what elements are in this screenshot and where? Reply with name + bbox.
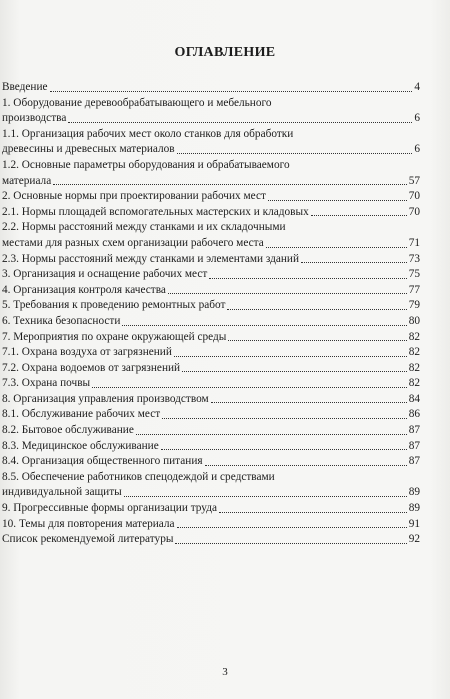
dot-leader (311, 215, 407, 216)
toc-entry-page: 6 (414, 112, 420, 125)
toc-entry-text: 7.3. Охрана почвы (2, 377, 91, 390)
dot-leader (268, 200, 407, 201)
dot-leader (209, 278, 406, 279)
dot-leader (219, 512, 407, 513)
toc-entry-page: 89 (408, 502, 420, 515)
toc-entry-page: 91 (408, 517, 420, 530)
toc-entry (2, 80, 420, 96)
toc-entry-text: 5. Требования к проведению ремонтных работ (2, 299, 226, 312)
toc-entry-text: 8.2. Бытовое обслуживание (2, 424, 134, 437)
toc-entry-text: 8.4. Организация общественного питания (2, 455, 203, 468)
toc-entry-page: 71 (408, 236, 420, 249)
toc-entry-page: 57 (408, 174, 420, 187)
dot-leader (175, 543, 406, 544)
toc-entry (2, 517, 420, 533)
toc-entry (2, 220, 420, 251)
toc-entry-text: материала (2, 174, 52, 187)
dot-leader (53, 184, 406, 185)
dot-leader (205, 465, 407, 466)
page-number: 3 (222, 666, 228, 678)
toc-entry-text: 8.5. Обеспечение работников спецодеждой и средствами (2, 470, 275, 483)
toc-entry-text: 3. Организация и оснащение рабочих мест (2, 268, 208, 281)
toc-entry-page: 86 (408, 408, 420, 421)
toc-entry-text: 2.3. Нормы расстояний между станками и элементами зданий (2, 252, 300, 265)
dot-leader (162, 418, 407, 419)
toc-entry-page: 75 (408, 268, 420, 281)
toc-entry (2, 439, 420, 455)
toc-entry-page: 82 (408, 377, 420, 390)
dot-leader (211, 402, 407, 403)
dot-leader (50, 91, 413, 92)
toc-entry-page: 73 (408, 252, 420, 265)
dot-leader (182, 371, 407, 372)
toc-entry-page: 87 (408, 424, 420, 437)
toc-entry-page: 92 (408, 533, 420, 546)
dot-leader (228, 340, 406, 341)
toc-entry (2, 314, 420, 330)
toc-entry-page: 87 (408, 455, 420, 468)
toc-entry (2, 376, 420, 392)
toc-entry-text: 8. Организация управления производством (2, 392, 209, 405)
toc-entry-page: 89 (408, 486, 420, 499)
toc-entry-page: 79 (408, 299, 420, 312)
toc-entry-text: 7. Мероприятия по охране окружающей среды (2, 330, 227, 343)
toc-entry-text: 6. Техника безопасности (2, 314, 121, 327)
toc-entry (2, 423, 420, 439)
dot-leader (136, 434, 407, 435)
dot-leader (177, 527, 407, 528)
dot-leader (122, 325, 406, 326)
toc-entry-page: 70 (408, 190, 420, 203)
toc-entry-text: 4. Организация контроля качества (2, 283, 166, 296)
toc-entry (2, 532, 420, 548)
toc-entry-text: 8.1. Обслуживание рабочих мест (2, 408, 161, 421)
dot-leader (161, 449, 407, 450)
toc-entry (2, 330, 420, 346)
toc-entry (2, 392, 420, 408)
toc-entry (2, 361, 420, 377)
dot-leader (168, 293, 407, 294)
toc-entry-page: 82 (408, 361, 420, 374)
toc-entry (2, 283, 420, 299)
toc-entry-page: 82 (408, 330, 420, 343)
toc-entry-page: 82 (408, 346, 420, 359)
dot-leader (301, 262, 407, 263)
toc-entry-text: древесины и древесных материалов (2, 143, 175, 156)
toc-entry-page: 70 (408, 205, 420, 218)
toc-entry-page: 4 (414, 81, 420, 93)
toc-entry-text: 2.1. Нормы площадей вспомогательных мастерских и кладовых (2, 205, 309, 218)
toc-entry-text: 8.3. Медицинское обслуживание (2, 439, 159, 452)
dot-leader (124, 496, 407, 497)
toc-entry-text: индивидуальной защиты (2, 486, 122, 499)
toc-entry (2, 407, 420, 423)
toc-entry (2, 501, 420, 517)
dot-leader (266, 247, 407, 248)
toc-entry (2, 267, 420, 283)
toc-entry-text: 10. Темы для повторения материала (2, 517, 175, 530)
toc-entry (2, 470, 420, 501)
toc-entry-text: 1.1. Организация рабочих мест около станков для обработки (2, 127, 294, 140)
dot-leader (227, 309, 406, 310)
toc-entry-text: Введение (2, 81, 48, 93)
toc-entry (2, 127, 420, 158)
toc-entry-page: 6 (414, 143, 420, 156)
toc-entry-text: Список рекомендуемой литературы (2, 533, 174, 546)
toc-entry-text: 9. Прогрессивные формы организации труда (2, 502, 217, 515)
toc-entry (2, 345, 420, 361)
toc-entry (2, 252, 420, 268)
toc-entry-text: 2. Основные нормы при проектировании рабочих мест (2, 190, 266, 203)
dot-leader (174, 356, 407, 357)
toc-entry (2, 454, 420, 470)
toc-entry-text: 1. Оборудование деревообрабатывающего и мебельного (2, 96, 272, 109)
toc-entry (2, 298, 420, 314)
toc-entry-text: 7.2. Охрана водоемов от загрязнений (2, 361, 181, 374)
toc-entry-text: 1.2. Основные параметры оборудования и обрабатываемого (2, 158, 290, 171)
dot-leader (177, 153, 413, 154)
dot-leader (92, 387, 407, 388)
toc-entry-page: 84 (408, 392, 420, 405)
toc-entry (2, 158, 420, 189)
toc-entry (2, 96, 420, 127)
toc-entry (2, 205, 420, 221)
toc-entry (2, 189, 420, 205)
toc-entry-text: 7.1. Охрана воздуха от загрязнений (2, 346, 172, 359)
toc-entry-text: местами для разных схем организации рабочего места (2, 236, 264, 249)
toc-entry-text: 2.2. Нормы расстояний между станками и их складочными (2, 221, 286, 234)
table-of-contents (2, 80, 420, 548)
dot-leader (68, 122, 412, 123)
toc-entry-page: 77 (408, 283, 420, 296)
toc-entry-page: 87 (408, 439, 420, 452)
toc-entry-text: производства (2, 112, 67, 125)
toc-entry-page: 80 (408, 314, 420, 327)
toc-title: ОГЛАВЛЕНИЕ (174, 45, 276, 60)
